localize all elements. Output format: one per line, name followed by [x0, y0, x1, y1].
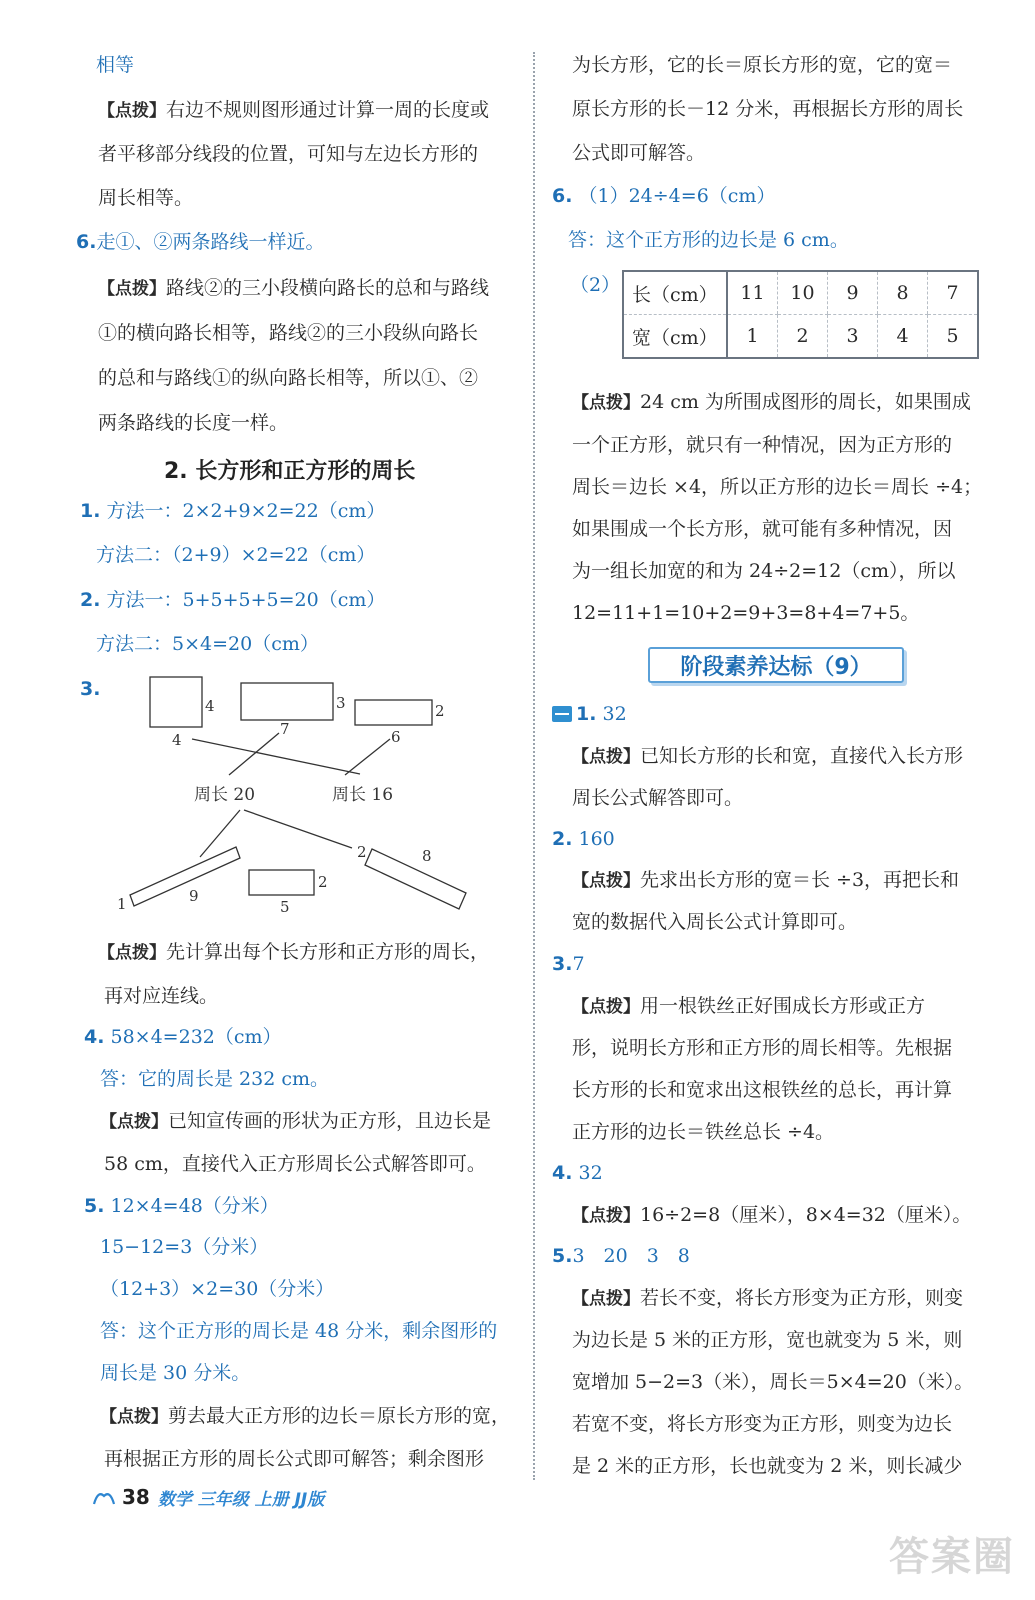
tip-text: 再对应连线。	[104, 985, 219, 1007]
answer-text: 12×4=48（分米）	[110, 1195, 279, 1217]
connector-line	[345, 739, 390, 775]
tip-text: 两条路线的长度一样。	[98, 412, 289, 434]
tip-text: 为一组长加宽的和为 24÷2=12（cm），所以	[572, 560, 956, 582]
side-label: 4	[205, 697, 215, 715]
tip-label: 【点拨】	[98, 943, 166, 963]
tip-text: 再根据正方形的周长公式即可解答；剩余图形	[104, 1448, 485, 1470]
answer-text: 答：它的周长是 232 cm。	[100, 1068, 330, 1090]
tip-label: 【点拨】	[572, 871, 640, 891]
rectangle-shape	[130, 847, 240, 906]
watermark: 答案圈	[889, 1534, 1015, 1580]
tip-label: 【点拨】	[98, 101, 166, 121]
table-header: 宽（cm）	[623, 315, 727, 359]
tip-text: 为边长是 5 米的正方形，宽也就变为 5 米，则	[572, 1329, 963, 1351]
table-cell: 10	[778, 271, 828, 315]
table-cell: 11	[727, 271, 778, 315]
tip-text: 先求出长方形的宽＝长 ÷3，再把长和	[640, 869, 960, 891]
tip-text: 已知宣传画的形状为正方形，且边长是	[168, 1110, 492, 1132]
rectangle-shape	[365, 849, 466, 909]
table-cell: 5	[928, 315, 979, 359]
side-label: 2	[318, 873, 328, 891]
tip-text: 正方形的边长＝铁丝总长 ÷4。	[572, 1121, 835, 1143]
tip-text: 如果围成一个长方形，就可能有多种情况，因	[572, 518, 953, 540]
table-row	[623, 271, 978, 315]
tip-text: 者平移部分线段的位置，可知与左边长方形的	[98, 143, 479, 165]
tip-text: 24 cm 为所围成图形的周长，如果围成	[640, 391, 971, 413]
question-number: 4.	[84, 1026, 105, 1048]
tip-paragraph	[572, 993, 925, 1020]
answer-text: 3 20 3 8	[572, 1245, 690, 1267]
side-label: 9	[189, 887, 199, 905]
tip-label: 【点拨】	[572, 747, 640, 767]
tip-text: 12=11+1=10+2=9+3=8+4=7+5。	[572, 602, 920, 624]
question-4	[84, 1024, 282, 1050]
question-number: 3.	[80, 678, 101, 700]
answer-text: 走①、②两条路线一样近。	[96, 231, 325, 253]
table-cell: 3	[828, 315, 878, 359]
question-number: 1.	[80, 500, 101, 522]
side-label: 4	[172, 731, 182, 749]
tip-paragraph	[572, 867, 959, 894]
answer-text: 答：这个正方形的边长是 6 cm。	[568, 229, 849, 251]
tip-label: 【点拨】	[572, 1206, 640, 1226]
table-cell: 7	[928, 271, 979, 315]
table-row	[623, 315, 978, 359]
stage-title: 阶段素养达标（9）	[648, 647, 904, 683]
question-number: 5.	[552, 1245, 573, 1267]
tip-text: 一个正方形，就只有一种情况，因为正方形的	[572, 434, 953, 456]
question-4	[552, 1160, 603, 1186]
answer-text: 15−12=3（分米）	[100, 1236, 269, 1258]
perimeter-label: 周长 16	[332, 785, 394, 805]
table-cell: 1	[727, 315, 778, 359]
connector-line	[200, 810, 240, 857]
tip-text: 周长＝边长 ×4，所以正方形的边长＝周长 ÷4；	[572, 476, 983, 498]
tip-label: 【点拨】	[572, 1289, 640, 1309]
rectangle-shape	[355, 700, 432, 725]
answer-text: 32	[578, 1162, 603, 1184]
question-number: 4.	[552, 1162, 573, 1184]
question-number: 5.	[84, 1195, 105, 1217]
length-width-table	[622, 270, 979, 359]
rectangle-shape	[241, 683, 333, 720]
tip-text: 若宽不变，将长方形变为正方形，则变为边长	[572, 1413, 953, 1435]
table-header: 长（cm）	[623, 271, 727, 315]
side-label: 7	[280, 720, 290, 738]
answer-text: 周长是 30 分米。	[100, 1362, 251, 1384]
question-6	[552, 183, 775, 209]
page-number: 38	[122, 1485, 150, 1509]
table-cell: 8	[878, 271, 928, 315]
tip-text: 58 cm，直接代入正方形周长公式解答即可。	[104, 1153, 486, 1175]
tip-text: 长方形的长和宽求出这根铁丝的总长，再计算	[572, 1079, 953, 1101]
question-number: 6.	[552, 185, 573, 207]
answer-text: 方法一：2×2+9×2=22（cm）	[106, 500, 386, 522]
answer-text: 答：这个正方形的周长是 48 分米，剩余图形的	[100, 1320, 498, 1342]
question-number: 2.	[80, 589, 101, 611]
question-number: 6.	[76, 231, 97, 253]
side-label: 6	[391, 728, 401, 746]
answer-text: 160	[578, 828, 615, 850]
answer-text: 方法一：5+5+5+5=20（cm）	[106, 589, 386, 611]
tip-paragraph	[100, 1108, 491, 1135]
connector-line	[192, 739, 360, 774]
connector-line	[244, 810, 352, 848]
column-divider	[533, 52, 535, 1480]
tip-text: ①的横向路长相等，路线②的三小段纵向路长	[98, 322, 479, 344]
tip-label: 【点拨】	[100, 1407, 168, 1427]
section-title: 2. 长方形和正方形的周长	[164, 459, 416, 484]
tip-text: 宽增加 5−2=3（米），周长＝5×4=20（米）。	[572, 1371, 974, 1393]
table-cell: 2	[778, 315, 828, 359]
question-2	[552, 826, 615, 852]
matching-diagram	[0, 0, 525, 930]
question-3	[552, 951, 585, 977]
tip-text: 为长方形，它的长＝原长方形的宽，它的宽＝	[572, 54, 953, 76]
tip-text: 周长公式解答即可。	[572, 787, 744, 809]
square-shape	[150, 677, 202, 727]
brand-logo-icon	[92, 1488, 116, 1506]
answer-text: 58×4=232（cm）	[110, 1026, 282, 1048]
answer-text: （1）24÷4=6（cm）	[578, 185, 776, 207]
answer-text: 方法二：（2+9）×2=22（cm）	[96, 544, 376, 566]
tip-text: 原长方形的长－12 分米，再根据长方形的周长	[572, 98, 964, 120]
side-label: 3	[336, 694, 346, 712]
tip-text: 已知长方形的长和宽，直接代入长方形	[640, 745, 964, 767]
question-number: 2.	[552, 828, 573, 850]
side-label: 2	[435, 702, 445, 720]
tip-text: 是 2 米的正方形，长也就变为 2 米，则长减少	[572, 1455, 963, 1477]
answer-text: 相等	[96, 54, 135, 76]
tip-paragraph	[100, 1403, 510, 1430]
question-number: 1.	[576, 703, 597, 725]
tip-paragraph	[572, 1285, 963, 1312]
question-1	[552, 701, 627, 727]
answer-text: 32	[602, 703, 627, 725]
tip-label: 【点拨】	[572, 393, 640, 413]
tip-text: 路线②的三小段横向路长的总和与路线	[166, 277, 490, 299]
side-label: 5	[280, 898, 290, 916]
connector-line	[229, 733, 279, 775]
tip-label: 【点拨】	[572, 997, 640, 1017]
question-5	[84, 1193, 279, 1219]
tip-text: 右边不规则图形通过计算一周的长度或	[166, 99, 490, 121]
tip-text: 的总和与路线①的纵向路长相等，所以①、②	[98, 367, 479, 389]
tip-text: 宽的数据代入周长公式计算即可。	[572, 911, 858, 933]
tip-text: 周长相等。	[98, 187, 194, 209]
tip-label: 【点拨】	[100, 1112, 168, 1132]
tip-text: 用一根铁丝正好围成长方形或正方	[640, 995, 926, 1017]
answer-text: （2）	[570, 274, 621, 296]
perimeter-label: 周长 20	[194, 785, 256, 805]
side-label: 8	[422, 847, 432, 865]
tip-text: 先计算出每个长方形和正方形的周长，	[166, 941, 490, 963]
page-footer	[92, 1482, 324, 1512]
tip-text: 形，说明长方形和正方形的周长相等。先根据	[572, 1037, 953, 1059]
book-title: 数学 三年级 上册 JJ版	[157, 1489, 325, 1510]
tip-text: 16÷2=8（厘米），8×4=32（厘米）。	[640, 1204, 972, 1226]
answer-text: 方法二：5×4=20（cm）	[96, 633, 319, 655]
table-cell: 9	[828, 271, 878, 315]
rectangle-shape	[249, 870, 314, 895]
side-label: 1	[117, 895, 127, 913]
tip-paragraph	[98, 939, 489, 966]
tip-label: 【点拨】	[98, 279, 166, 299]
question-number: 3.	[552, 953, 573, 975]
section-marker-icon	[552, 706, 572, 722]
tip-text: 剪去最大正方形的边长＝原长方形的宽，	[168, 1405, 511, 1427]
tip-paragraph	[572, 389, 971, 416]
tip-paragraph	[572, 1202, 971, 1229]
tip-paragraph	[572, 743, 963, 770]
answer-text: 7	[572, 953, 585, 975]
question-5	[552, 1243, 690, 1269]
side-label: 2	[357, 843, 367, 861]
tip-text: 若长不变，将长方形变为正方形，则变	[640, 1287, 964, 1309]
answer-text: （12+3）×2=30（分米）	[100, 1278, 335, 1300]
table-cell: 4	[878, 315, 928, 359]
tip-text: 公式即可解答。	[572, 142, 706, 164]
